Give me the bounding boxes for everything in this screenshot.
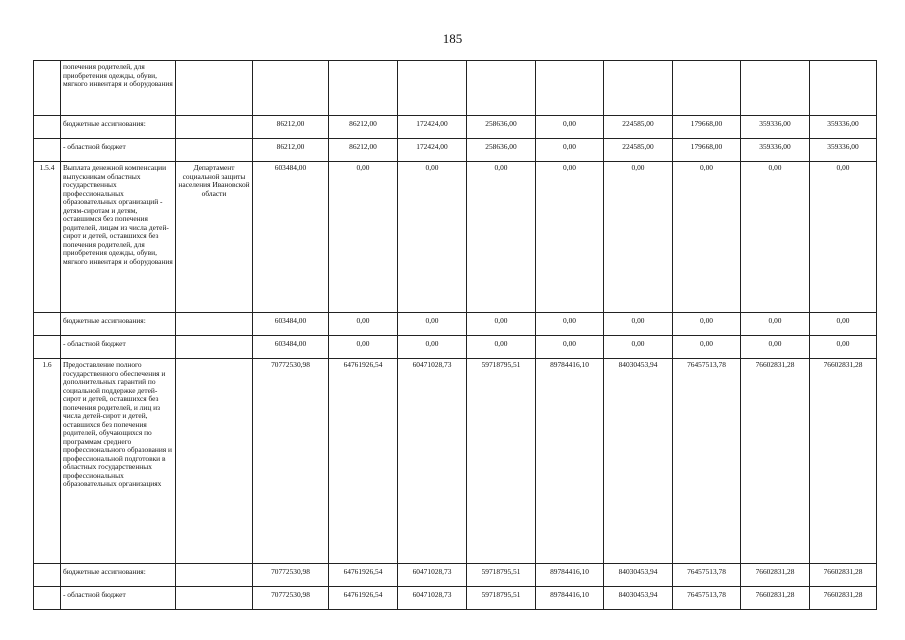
row-executor-cell	[176, 139, 253, 162]
budget-table	[33, 60, 877, 610]
row-code-cell	[34, 61, 61, 116]
value-cell: 359336,00	[810, 139, 877, 162]
value-cell: 0,00	[604, 162, 673, 313]
value-cell: 60471028,73	[398, 564, 467, 587]
value-cell: 59718795,51	[467, 587, 536, 610]
row-executor-cell: Департамент социальной защиты населения Ивановской области	[176, 162, 253, 313]
value-cell: 0,00	[536, 336, 604, 359]
value-cell: 224585,00	[604, 139, 673, 162]
value-cell: 76602831,28	[810, 564, 877, 587]
value-cell: 76457513,78	[673, 564, 741, 587]
value-cell: 0,00	[398, 313, 467, 336]
table-row	[34, 162, 877, 313]
value-cell: 359336,00	[810, 116, 877, 139]
value-cell: 86212,00	[253, 139, 329, 162]
value-cell: 76602831,28	[810, 359, 877, 564]
value-cell: 359336,00	[741, 139, 810, 162]
row-code-cell	[34, 564, 61, 587]
value-cell: 0,00	[467, 162, 536, 313]
value-cell: 70772530,98	[253, 587, 329, 610]
value-cell: 0,00	[741, 162, 810, 313]
row-description-cell: Выплата денежной компенсации выпускникам областных государственных профессиональных образовательных организаций - детям-сиротам и детям, оставшимся без попечения родителей, лицам из числа детей-сирот и детей, оставшихся без попечения родителей, для приобретения одежды, обуви, мягкого инвентаря и оборудования	[61, 162, 176, 313]
value-cell: 172424,00	[398, 139, 467, 162]
value-cell: 0,00	[604, 336, 673, 359]
value-cell	[253, 61, 329, 116]
value-cell: 0,00	[673, 313, 741, 336]
value-cell: 0,00	[536, 313, 604, 336]
value-cell: 0,00	[536, 139, 604, 162]
value-cell: 64761926,54	[329, 564, 398, 587]
value-cell: 64761926,54	[329, 359, 398, 564]
value-cell: 89784416,10	[536, 359, 604, 564]
value-cell: 76602831,28	[741, 564, 810, 587]
value-cell: 179668,00	[673, 139, 741, 162]
row-code-cell	[34, 116, 61, 139]
table-row	[34, 313, 877, 336]
value-cell: 89784416,10	[536, 587, 604, 610]
row-code-cell: 1.5.4	[34, 162, 61, 313]
value-cell: 60471028,73	[398, 587, 467, 610]
row-executor-cell	[176, 359, 253, 564]
value-cell: 86212,00	[329, 139, 398, 162]
value-cell	[536, 61, 604, 116]
row-code-cell: 1.6	[34, 359, 61, 564]
table-body	[34, 61, 877, 610]
row-executor-cell	[176, 587, 253, 610]
value-cell: 0,00	[467, 336, 536, 359]
value-cell: 76602831,28	[810, 587, 877, 610]
value-cell: 258636,00	[467, 116, 536, 139]
value-cell: 0,00	[673, 162, 741, 313]
value-cell: 0,00	[604, 313, 673, 336]
value-cell: 0,00	[536, 116, 604, 139]
value-cell: 76457513,78	[673, 359, 741, 564]
value-cell	[741, 61, 810, 116]
value-cell: 224585,00	[604, 116, 673, 139]
value-cell: 0,00	[398, 336, 467, 359]
value-cell: 86212,00	[253, 116, 329, 139]
value-cell	[604, 61, 673, 116]
value-cell: 603484,00	[253, 336, 329, 359]
table-row	[34, 359, 877, 564]
row-description-cell: Предоставление полного государственного обеспечения и дополнительных гарантий по социальной поддержке детей-сирот и детей, оставшихся без попечения родителей, и лиц из числа детей-сирот и детей, оставшихся без попечения родителей, обучающихся по программам среднего профессионального образования и профессиональной подготовки в областных государственных профессиональных образовательных организациях	[61, 359, 176, 564]
value-cell: 59718795,51	[467, 359, 536, 564]
value-cell: 0,00	[741, 336, 810, 359]
value-cell: 0,00	[467, 313, 536, 336]
value-cell: 0,00	[810, 313, 877, 336]
value-cell: 0,00	[810, 162, 877, 313]
row-executor-cell	[176, 564, 253, 587]
value-cell: 76457513,78	[673, 587, 741, 610]
value-cell: 59718795,51	[467, 564, 536, 587]
row-description-cell: попечения родителей, для приобретения одежды, обуви, мягкого инвентаря и оборудования	[61, 61, 176, 116]
value-cell: 172424,00	[398, 116, 467, 139]
value-cell: 70772530,98	[253, 359, 329, 564]
value-cell: 0,00	[329, 336, 398, 359]
row-code-cell	[34, 336, 61, 359]
value-cell: 0,00	[329, 313, 398, 336]
value-cell: 84030453,94	[604, 587, 673, 610]
value-cell: 76602831,28	[741, 587, 810, 610]
value-cell: 70772530,98	[253, 564, 329, 587]
value-cell	[673, 61, 741, 116]
row-code-cell	[34, 139, 61, 162]
value-cell: 359336,00	[741, 116, 810, 139]
row-description-cell: - областной бюджет	[61, 587, 176, 610]
value-cell: 0,00	[398, 162, 467, 313]
row-description-cell: - областной бюджет	[61, 139, 176, 162]
row-description-cell: - областной бюджет	[61, 336, 176, 359]
value-cell	[810, 61, 877, 116]
value-cell: 0,00	[741, 313, 810, 336]
value-cell	[467, 61, 536, 116]
row-executor-cell	[176, 116, 253, 139]
row-executor-cell	[176, 313, 253, 336]
value-cell: 258636,00	[467, 139, 536, 162]
value-cell: 60471028,73	[398, 359, 467, 564]
row-executor-cell	[176, 61, 253, 116]
row-code-cell	[34, 587, 61, 610]
value-cell: 603484,00	[253, 162, 329, 313]
value-cell: 84030453,94	[604, 359, 673, 564]
table-row	[34, 336, 877, 359]
row-description-cell: бюджетные ассигнования:	[61, 313, 176, 336]
table-row	[34, 139, 877, 162]
table-row	[34, 587, 877, 610]
row-description-cell: бюджетные ассигнования:	[61, 564, 176, 587]
value-cell: 179668,00	[673, 116, 741, 139]
table-row	[34, 116, 877, 139]
value-cell: 0,00	[536, 162, 604, 313]
value-cell: 0,00	[810, 336, 877, 359]
value-cell	[398, 61, 467, 116]
value-cell	[329, 61, 398, 116]
row-description-cell: бюджетные ассигнования:	[61, 116, 176, 139]
value-cell: 86212,00	[329, 116, 398, 139]
table-row	[34, 564, 877, 587]
value-cell: 84030453,94	[604, 564, 673, 587]
row-code-cell	[34, 313, 61, 336]
value-cell: 89784416,10	[536, 564, 604, 587]
row-executor-cell	[176, 336, 253, 359]
table-row	[34, 61, 877, 116]
value-cell: 76602831,28	[741, 359, 810, 564]
value-cell: 64761926,54	[329, 587, 398, 610]
value-cell: 603484,00	[253, 313, 329, 336]
page-number: 185	[442, 31, 463, 46]
value-cell: 0,00	[673, 336, 741, 359]
value-cell: 0,00	[329, 162, 398, 313]
